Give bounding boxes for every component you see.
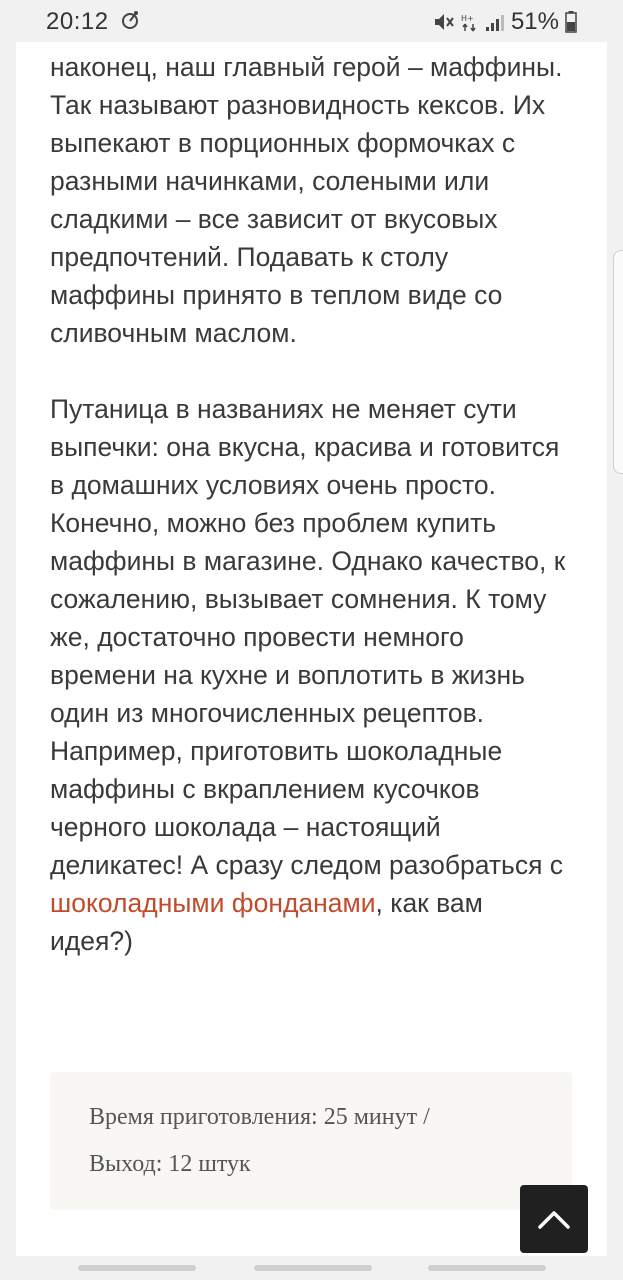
status-icons bbox=[433, 8, 577, 36]
svg-text:H+: H+ bbox=[460, 14, 474, 23]
article-paragraph: наконец, наш главный герой – маффины. Так называют разновидность кексов. Их выпекают в порционных формочках с разными начинками, солеными или сладкими – все зависит от вкусовых предпочтений. Подавать к столу маффины принято в теплом виде со сливочным маслом. bbox=[50, 52, 563, 348]
chevron-up-icon bbox=[537, 1208, 571, 1230]
nav-recent-apps[interactable] bbox=[78, 1265, 196, 1271]
article-page bbox=[16, 42, 607, 1256]
recipe-info-box bbox=[50, 1072, 572, 1210]
scroll-handle[interactable] bbox=[613, 250, 623, 474]
article-body bbox=[50, 48, 570, 960]
nav-home[interactable] bbox=[254, 1265, 372, 1271]
notification-icon bbox=[120, 9, 142, 31]
mute-icon bbox=[433, 12, 455, 32]
recipe-yield: Выход: 12 штук bbox=[89, 1151, 251, 1177]
battery-percent: 51% bbox=[510, 8, 559, 35]
article-paragraph bbox=[50, 390, 570, 960]
status-time: 20:12 bbox=[46, 8, 109, 35]
cooking-time: Время приготовления: 25 минут / bbox=[89, 1104, 430, 1130]
paragraph-text: , как вам идея?) bbox=[50, 888, 483, 956]
status-bar bbox=[0, 0, 623, 42]
nav-back[interactable] bbox=[428, 1265, 546, 1271]
data-icon bbox=[461, 12, 479, 32]
signal-icon bbox=[485, 12, 505, 32]
battery-icon bbox=[565, 11, 577, 33]
system-nav-bar bbox=[0, 1256, 623, 1280]
scroll-to-top-button[interactable] bbox=[520, 1185, 588, 1253]
paragraph-text: Путаница в названиях не меняет сути выпечки: она вкусна, красива и готовится в домашних условиях очень просто. Конечно, можно без проблем купить маффины в магазине. Однако качество, к сожалению, вызывает сомнения. К тому же, достаточно провести немного времени на кухне и воплотить в жизнь один из многочисленных рецептов. Например, приготовить шоколадные маффины с вкраплением кусочков черного шоколада – настоящий деликатес! А сразу следом разобраться с bbox=[50, 394, 566, 880]
fondant-link[interactable]: шоколадными фонданами bbox=[50, 888, 376, 918]
